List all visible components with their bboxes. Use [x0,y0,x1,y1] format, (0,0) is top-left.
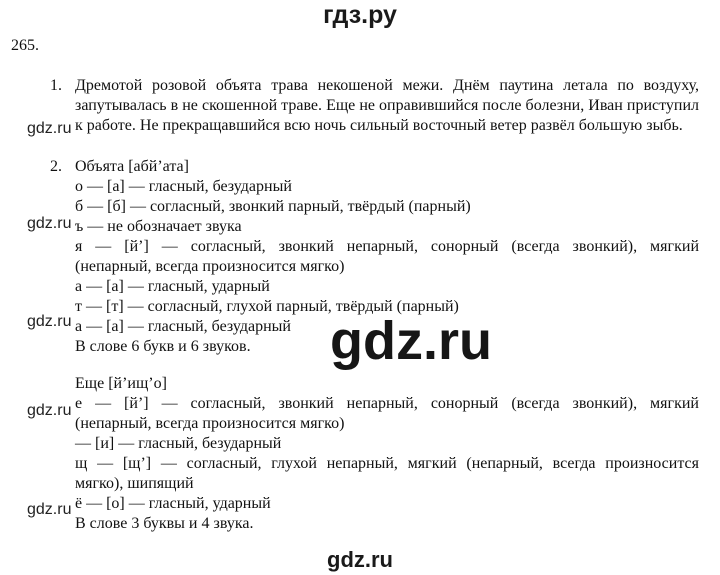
center-watermark: gdz.ru [330,311,492,371]
item-1-text: Дремотой розовой объята трава некошеной межи. Днём паутина летала по воздуху, запутывалась в не скошенной траве. Еще не оправившийся после болезни, Иван приступил к работе. Не прекращавшийся всю ночь сильный восточный ветер развёл большую зыбь. [75,77,699,134]
analysis-line: щ — [щ’] — согласный, глухой непарный, мягкий (непарный, всегда произносится [75,455,699,472]
analysis-line: — [и] — гласный, безударный [75,435,282,452]
analysis-line: а — [а] — гласный, ударный [75,278,270,295]
analysis-line: ъ — не обозначает звука [75,218,242,235]
analysis-line: а — [а] — гласный, безударный [75,318,291,335]
word-analysis-eshche [75,374,699,534]
watermark: gdz.ru [27,313,72,330]
analysis-summary: В слове 3 буквы и 4 звука. [75,515,254,532]
analysis-line: Объята [абй’ата] [75,158,189,175]
footer-watermark: gdz.ru [327,547,393,572]
watermark: gdz.ru [27,501,72,518]
watermark: gdz.ru [27,402,72,419]
analysis-line: Еще [й’ищ’о] [75,375,167,392]
analysis-line: я — [й’] — согласный, звонкий непарный, сонорный (всегда звонкий), мягкий [75,238,699,255]
analysis-line: т — [т] — согласный, глухой парный, твёрдый (парный) [75,298,459,315]
item-number-2: 2. [50,158,62,175]
analysis-summary: В слове 6 букв и 6 звуков. [75,338,251,355]
watermark: gdz.ru [27,215,72,232]
analysis-line: о — [а] — гласный, безударный [75,178,292,195]
item-number-1: 1. [50,77,62,94]
analysis-line: б — [б] — согласный, звонкий парный, твёрдый (парный) [75,198,471,215]
analysis-line: ё — [о] — гласный, ударный [75,495,271,512]
analysis-line: мягко), шипящий [75,475,194,492]
analysis-line: (непарный, всегда произносится мягко) [75,415,345,432]
site-header: гдз.ру [323,1,397,29]
analysis-line: е — [й’] — согласный, звонкий непарный, сонорный (всегда звонкий), мягкий [75,395,699,412]
analysis-line: (непарный, всегда произносится мягко) [75,258,345,275]
watermark: gdz.ru [27,120,72,137]
task-number: 265. [11,37,39,54]
